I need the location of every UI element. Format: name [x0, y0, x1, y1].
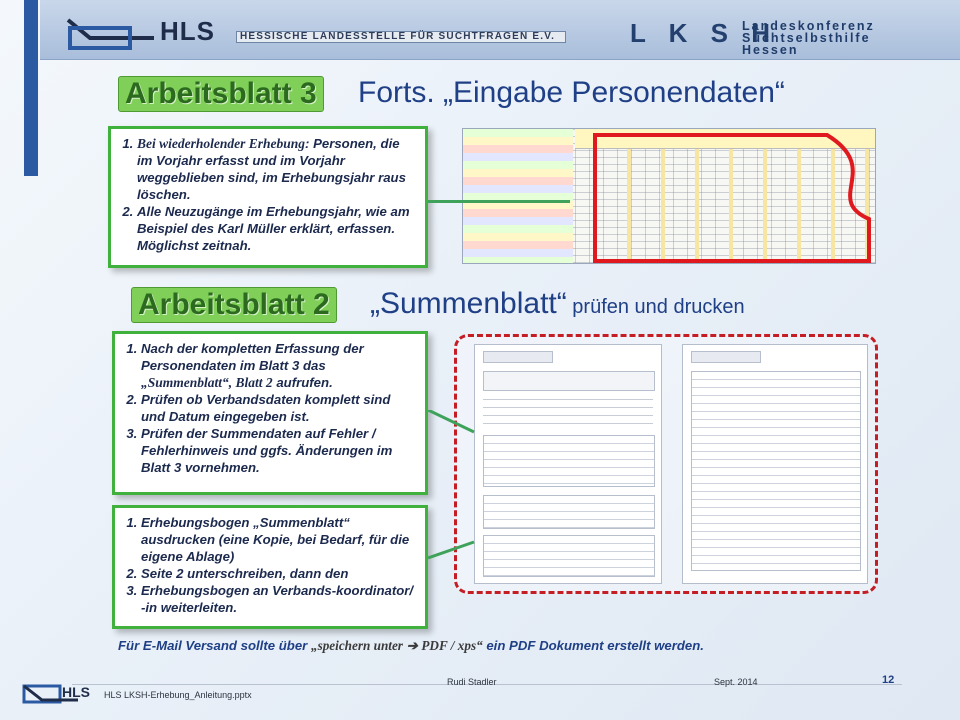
- page1-line: [483, 407, 653, 408]
- section2-tag: Arbeitsblatt 2: [131, 287, 337, 323]
- connector-line: [428, 200, 570, 203]
- section1-item-2: [137, 203, 417, 254]
- footer-logo-text: HLS: [62, 684, 90, 700]
- section1-title: Forts. „Eingabe Personendaten“: [358, 76, 785, 109]
- section2-print-item-1: 1. Erhebungsbogen „Summenblatt“ ausdrucken (eine Kopie, bei Bedarf, für die eigene Ablage): [141, 514, 417, 565]
- section2-check-list: [123, 340, 417, 476]
- section2-print-item-3: 3. Erhebungsbogen an Verbands-koordinator/ -in weiterleiten.: [141, 582, 417, 616]
- section1-item-1-lead: Bei wiederholender Erhebung: [137, 136, 306, 151]
- spreadsheet-thumbnail: [462, 128, 876, 264]
- section2-check-item-2-text: Prüfen ob Verbandsdaten komplett sind und Datum eingegeben ist.: [141, 392, 391, 424]
- page1-partner-logos: [483, 371, 655, 391]
- page2-tables: [691, 371, 861, 571]
- email-note-after: ein PDF Dokument erstellt werden.: [482, 638, 704, 653]
- section1-tag: Arbeitsblatt 3: [118, 76, 324, 112]
- section1-item-1-text: : Personen, die im Vorjahr erfasst und im Vorjahr weggeblieben sind, im Erhebungsjahr raus löschen.: [137, 136, 406, 202]
- section2-title-suffix: prüfen und drucken: [566, 296, 745, 318]
- accent-bar: [24, 0, 38, 176]
- page1-line: [483, 399, 653, 400]
- page1-table-composition: [483, 495, 655, 529]
- page1-logo-block: [483, 351, 553, 363]
- section2-check-item-2: [141, 391, 417, 425]
- section2-print-item-2: 2. Seite 2 unterschreiben, dann den: [141, 565, 417, 582]
- section2-check-item-1: [141, 340, 417, 391]
- section2-check-item-3: [141, 425, 417, 476]
- footer-file: HLS LKSH-Erhebung_Anleitung.pptx: [104, 690, 252, 700]
- callout-section2-print: [112, 505, 428, 629]
- section2-check-item-1-after: aufrufen.: [272, 375, 333, 390]
- section1-list: [119, 135, 417, 254]
- arrow-right-icon: ➔: [406, 638, 418, 653]
- section2-print-list: [123, 514, 417, 616]
- section2-check-item-1-highlight: „Summenblatt“, Blatt 2: [141, 375, 273, 390]
- summary-page-1: [474, 344, 662, 584]
- email-note-highlight: „speichern unter: [310, 638, 403, 653]
- email-note: [118, 638, 704, 654]
- hls-subtitle: HESSISCHE LANDESSTELLE FÜR SUCHTFRAGEN E.V.: [240, 31, 556, 42]
- section1-item-2-text: Alle Neuzugänge im Erhebungsjahr, wie am Beispiel des Karl Müller erklärt, erfassen. Möglichst zeitnah.: [137, 204, 410, 253]
- page1-table-age: [483, 535, 655, 577]
- page1-line: [483, 423, 653, 424]
- page1-table-groups: [483, 435, 655, 487]
- lksh-title: Landeskonferenz Suchtselbsthilfe Hessen: [742, 19, 875, 57]
- email-note-pdf: PDF / xps“: [421, 638, 483, 653]
- page1-line: [483, 415, 653, 416]
- red-highlight-frame: [463, 129, 876, 264]
- callout-section2-check: [112, 331, 428, 495]
- footer-date: Sept. 2014: [714, 677, 758, 687]
- section2-connectors: [428, 410, 488, 560]
- page2-logo-block: [691, 351, 761, 363]
- callout-section1: [108, 126, 428, 268]
- section2-title-main: „Summenblatt“: [370, 287, 567, 320]
- section2-check-item-1-text: Nach der kompletten Erfassung der Personendaten im Blatt 3 das: [141, 341, 364, 373]
- lksh-logo: L K S H: [630, 18, 778, 48]
- section2-title: [370, 287, 745, 321]
- hls-logo-text: HLS: [160, 16, 215, 46]
- section1-item-1: [137, 135, 417, 203]
- summary-page-2: [682, 344, 868, 584]
- page-number: 12: [882, 674, 895, 686]
- footer-author: Rudi Stadler: [447, 677, 497, 687]
- email-note-before: Für E-Mail Versand sollte über: [118, 638, 311, 653]
- section2-check-item-3-text: Prüfen der Summendaten auf Fehler / Fehlerhinweis und ggfs. Änderungen im Blatt 3 vornehmen.: [141, 426, 393, 475]
